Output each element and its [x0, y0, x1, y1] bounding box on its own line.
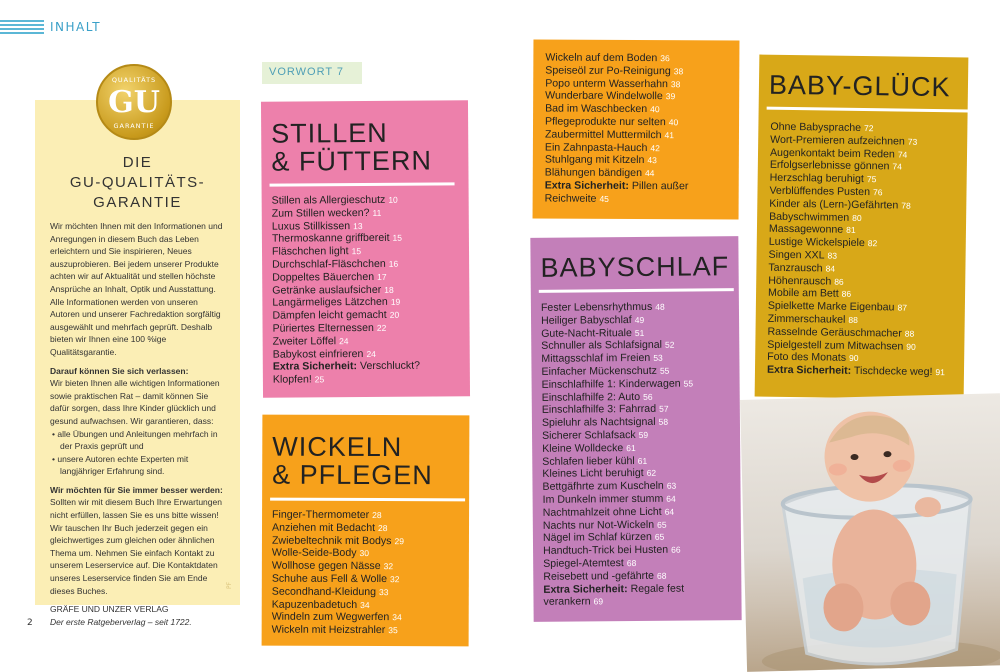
toc-entry[interactable]	[272, 219, 419, 233]
toc-entry-page-number: 81	[846, 225, 856, 236]
toc-entry-page-number: 66	[671, 544, 681, 555]
section-box-babyschlaf	[530, 236, 741, 622]
toc-entry[interactable]	[543, 544, 695, 558]
toc-entry-title: Finger-Thermometer	[272, 508, 370, 522]
toc-list	[545, 52, 689, 206]
toc-entry-page-number: 24	[339, 335, 349, 346]
toc-entry-page-number: 62	[646, 468, 657, 479]
toc-entry[interactable]	[545, 128, 689, 142]
toc-entry-title: Zwiebeltechnik mit Bodys	[271, 534, 392, 547]
toc-entry-page-number: 43	[647, 155, 657, 166]
toc-entry-page-number: 29	[394, 535, 404, 546]
toc-entry-title: Nachtmahlzeit ohne Licht	[542, 505, 662, 519]
toc-entry-title: Tischdecke weg!	[851, 365, 933, 379]
toc-entry-page-number: 78	[901, 200, 911, 211]
toc-entry-page-number: 74	[897, 149, 908, 160]
guarantee-para-1: Wir bieten Ihnen alle wichtigen Informationen sowie praktischen Rat – damit können Sie dafür sorgen, dass Ihre Kinder glücklich und gesund aufwachsen. Wir garantieren, dass:	[50, 378, 220, 426]
pf-mark: PF	[226, 581, 234, 590]
toc-entry-title: Secondhand-Kleidung	[271, 585, 377, 598]
toc-entry-title: Fester Lebensrhythmus	[540, 300, 653, 314]
toc-entry-page-number: 40	[650, 104, 660, 115]
toc-entry-title: Getränke auslaufsicher	[272, 283, 382, 297]
toc-entry[interactable]	[545, 77, 689, 91]
toc-entry-page-number: 90	[906, 341, 916, 352]
title-rule	[539, 288, 734, 293]
toc-entry[interactable]	[272, 283, 419, 297]
toc-entry-title: Langärmeliges Lätzchen	[272, 296, 388, 310]
toc-entry-title: Wollhose gegen Nässe	[271, 559, 381, 573]
toc-entry-page-number: 84	[825, 263, 836, 274]
toc-entry-emphasis: Extra Sicherheit:	[272, 360, 358, 374]
toc-entry[interactable]	[545, 154, 689, 168]
toc-entry-title: Einschlafhilfe 2: Auto	[541, 390, 641, 404]
guarantee-intro: Wir möchten Ihnen mit den Informationen und Anregungen in diesem Buch das Leben erleichtern und Sie inspirieren, Neues auszuprobieren. Bei jedem unserer Produkte achten wir auf Aktualität und stellen höchste Ansprüche an Inhalt, Optik und Ausstattung. Alle Informationen werden von unseren Autoren und unserer Fachredaktion sorgfältig ausgewählt und mehrfach geprüft. Deshalb bieten wir Ihnen eine 100 %ige Qualitätsgarantie.	[50, 221, 223, 357]
toc-entry-page-number: 80	[852, 212, 862, 223]
toc-entry-title: Blähungen bändigen	[544, 166, 643, 180]
toc-entry-page-number: 55	[683, 378, 694, 389]
toc-entry-title: Pillen außer	[628, 179, 689, 193]
toc-entry[interactable]	[545, 52, 689, 66]
toc-entry-title: Tanzrausch	[768, 261, 823, 275]
toc-entry-title: Fläschchen light	[271, 245, 349, 258]
toc-entry[interactable]	[272, 258, 419, 272]
toc-entry-title: Zweiter Löffel	[272, 334, 337, 348]
toc-entry-page-number: 63	[666, 480, 677, 491]
toc-entry-title: Spielkette Marke Eigenbau	[767, 299, 895, 314]
guarantee-title: DIE GU-QUALITÄTS- GARANTIE	[69, 154, 206, 211]
toc-entry[interactable]	[272, 245, 419, 259]
toc-entry-title: Bettgäfhrte zum Kuscheln	[542, 479, 664, 493]
toc-entry-title: Im Dunkeln immer stumm	[542, 492, 664, 506]
section-title: BABYSCHLAF	[540, 251, 730, 283]
toc-entry[interactable]	[272, 585, 404, 598]
section-box-baby-glueck	[755, 55, 969, 400]
toc-entry-page-number: 86	[834, 276, 844, 287]
toc-entry-title: Einschlafhilfe 1: Kinderwagen	[541, 377, 681, 391]
toc-entry-title: Reisebett und -gefährte	[543, 569, 655, 583]
toc-entry-title: Wickeln mit Heizstrahler	[271, 623, 386, 637]
toc-entry[interactable]	[767, 364, 945, 379]
toc-list	[767, 121, 948, 379]
toc-entry-page-number: 90	[849, 353, 859, 364]
toc-entry-title: Anziehen mit Bedacht	[271, 521, 376, 534]
toc-entry-page-number: 49	[634, 314, 645, 325]
toc-entry-title: Windeln zum Wegwerfen	[271, 611, 390, 624]
toc-entry-page-number: 88	[904, 328, 915, 339]
toc-entry-title: Spieluhr als Nachtsignal	[541, 416, 656, 429]
toc-entry-title: Wolle-Seide-Body	[271, 547, 357, 560]
toc-entry-page-number: 86	[841, 289, 852, 300]
toc-entry[interactable]	[273, 347, 420, 361]
toc-entry-title: Einschlafhilfe 3: Fahrrad	[541, 403, 657, 417]
toc-entry[interactable]	[272, 573, 404, 586]
section-label-inhalt: INHALT	[50, 20, 102, 34]
toc-entry-page-number: 17	[377, 271, 387, 282]
toc-entry-title: Spiegel-Atemtest	[543, 557, 624, 570]
toc-entry[interactable]	[272, 232, 419, 246]
toc-entry-title: Zum Stillen wecken?	[271, 206, 370, 220]
section-title: STILLEN & FÜTTERN	[271, 117, 432, 177]
toc-entry-title: Luxus Stillkissen	[271, 219, 351, 233]
toc-entry[interactable]	[542, 403, 694, 417]
toc-entry[interactable]	[273, 322, 420, 336]
toc-entry-title: Kapuzenbadetuch	[271, 598, 358, 611]
guarantee-text	[50, 220, 228, 628]
toc-entry-page-number: 68	[656, 570, 667, 581]
toc-entry-title: Einfacher Mückenschutz	[541, 364, 657, 378]
toc-entry[interactable]	[273, 360, 420, 374]
toc-entry-page-number: 73	[907, 136, 918, 147]
toc-entry-page-number: 65	[657, 519, 667, 530]
toc-entry-title: Foto des Monats	[767, 351, 847, 365]
toc-entry-emphasis: Extra Sicherheit:	[543, 582, 628, 596]
toc-entry-page-number: 57	[659, 404, 669, 415]
toc-entry[interactable]	[272, 521, 404, 534]
toc-entry-emphasis: Extra Sicherheit:	[544, 179, 629, 192]
toc-entry-title: Singen XXL	[768, 248, 825, 262]
toc-entry-title: Erfolgserlebnisse gönnen	[769, 159, 890, 173]
page-number-left: 2	[27, 618, 33, 628]
section-box-wickeln	[262, 415, 470, 647]
toc-entry-title: Durchschlaf-Fläschchen	[272, 257, 386, 271]
toc-entry[interactable]	[545, 90, 689, 104]
toc-entry-page-number: 58	[658, 416, 669, 427]
toc-entry-title: Popo unterm Wasserhahn	[545, 77, 668, 90]
toc-entry-title: Kinder als (Lern-)Gefährten	[769, 197, 899, 212]
toc-entry-page-number: 56	[643, 391, 653, 402]
toc-entry-title: Schuhe aus Fell & Wolle	[271, 572, 388, 586]
toc-entry-page-number: 74	[892, 161, 902, 172]
toc-entry-title: Doppeltes Bäuerchen	[272, 270, 375, 284]
toc-entry[interactable]	[272, 296, 419, 310]
toc-entry-title: Kleines Licht beruhigt	[542, 467, 644, 481]
toc-entry-page-number: 61	[637, 455, 648, 466]
toc-entry[interactable]	[273, 373, 420, 387]
toc-entry-page-number: 32	[383, 561, 394, 572]
toc-entry[interactable]	[545, 141, 689, 155]
toc-entry-page-number: 64	[666, 493, 676, 504]
toc-entry-page-number: 83	[827, 250, 838, 261]
section-title: BABY-GLÜCK	[768, 69, 951, 103]
toc-entry-page-number: 34	[360, 599, 370, 610]
toc-entry-title: Kleine Wolldecke	[542, 441, 624, 455]
toc-entry-page-number: 13	[353, 220, 363, 231]
title-rule	[270, 182, 455, 186]
toc-entry-page-number: 36	[660, 53, 670, 64]
toc-entry-title: Nägel im Schlaf kürzen	[542, 531, 652, 545]
toc-entry-page-number: 68	[626, 557, 637, 569]
toc-entry[interactable]	[273, 334, 420, 348]
toc-entry-title: Ein Zahnpasta-Hauch	[544, 141, 648, 154]
toc-entry-page-number: 42	[650, 142, 660, 153]
toc-entry-emphasis: Extra Sicherheit:	[766, 363, 852, 378]
toc-entry-page-number: 51	[634, 327, 645, 338]
toc-entry-page-number: 75	[866, 174, 877, 185]
toc-entry-title: Lustige Wickelspiele	[768, 235, 865, 250]
section-title: WICKELN & PFLEGEN	[272, 431, 433, 491]
toc-entry-page-number: 22	[376, 322, 387, 333]
toc-entry-page-number: 18	[384, 284, 394, 295]
toc-entry[interactable]	[272, 624, 404, 637]
toc-entry-page-number: 53	[653, 352, 663, 364]
toc-entry-page-number: 16	[388, 258, 399, 269]
toc-entry-title: Babykost einfrieren	[272, 347, 364, 361]
guarantee-bullet: • unsere Autoren echte Experten mit langjähriger Erfahrung sind.	[52, 453, 189, 477]
toc-entry-page-number: 69	[593, 596, 604, 607]
toc-entry-title: Nachts nur Not-Wickeln	[542, 518, 655, 532]
toc-entry-page-number: 88	[848, 314, 858, 325]
toc-entry-title: Püriertes Elternessen	[272, 321, 374, 335]
toc-entry-title: Pflegeprodukte nur selten	[545, 115, 666, 129]
toc-entry-page-number: 11	[372, 207, 382, 218]
toc-entry[interactable]	[545, 103, 689, 117]
toc-entry-page-number: 20	[389, 309, 400, 321]
toc-entry-title: Zimmerschaukel	[767, 312, 846, 326]
toc-entry-title: Schnuller als Schlafsignal	[541, 339, 663, 353]
toc-entry-title: Massagewonne	[768, 223, 844, 237]
toc-entry-page-number: 59	[638, 429, 649, 440]
toc-entry[interactable]	[545, 167, 689, 181]
toc-entry[interactable]	[272, 509, 404, 522]
toc-entry-page-number: 87	[897, 302, 908, 313]
toc-entry[interactable]	[545, 179, 689, 193]
toc-entry-title: Thermoskanne griffbereit	[271, 232, 390, 246]
toc-entry-page-number: 34	[392, 612, 402, 623]
toc-entry-title: Bad im Waschbecken	[545, 102, 648, 116]
toc-entry-title: Wort-Premieren aufzeichnen	[770, 133, 905, 148]
toc-entry[interactable]	[272, 270, 419, 284]
toc-entry[interactable]	[272, 206, 419, 220]
toc-entry-page-number: 39	[665, 91, 676, 102]
toc-entry-page-number: 28	[378, 522, 388, 533]
toc-entry-title: Handtuch-Trick bei Husten	[543, 543, 669, 557]
toc-entry-title: Gute-Nacht-Rituale	[541, 326, 632, 340]
toc-entry-title: Heiliger Babyschlaf	[540, 313, 632, 327]
toc-entry-title: Wickeln auf dem Boden	[545, 51, 658, 65]
toc-entry-title: Regale fest	[627, 582, 685, 595]
guarantee-para-2: Sollten wir mit diesem Buch Ihre Erwartungen nicht erfüllen, lassen Sie es uns bitte wissen! Wir tauschen Ihr Buch jederzeit gegen ein gleichwertiges zum gleichen oder ähnlichen Thema um. Nehmen Sie einfach Kontakt zu unserem Leserservice auf. Die Kontaktdaten unseres Leserservice finden Sie am Ende dieses Buches.	[50, 497, 222, 596]
toc-entry-title: Höhenrausch	[768, 274, 832, 288]
toc-entry-title: Schlafen lieber kühl	[542, 454, 635, 468]
title-rule	[270, 498, 465, 502]
toc-entry[interactable]	[272, 598, 404, 611]
toc-entry[interactable]	[545, 192, 689, 206]
toc-entry-title: Ohne Babysprache	[770, 120, 862, 134]
toc-entry[interactable]	[542, 416, 694, 430]
toc-list	[541, 301, 695, 609]
guarantee-heading-1: Darauf können Sie sich verlassen:	[50, 365, 189, 376]
section-box-stillen	[261, 100, 470, 397]
toc-entry-title: Klopfen!	[272, 373, 312, 386]
gu-quality-seal-icon: QUALITÄTS GU GARANTIE	[96, 64, 172, 140]
toc-entry-page-number: 15	[351, 246, 362, 257]
toc-entry[interactable]	[272, 560, 404, 573]
baby-in-bucket-photo	[740, 393, 1000, 672]
toc-entry-page-number: 41	[664, 129, 675, 140]
section-box-wickeln-continued	[533, 39, 740, 219]
toc-entry-title: Zaubermittel Muttermilch	[544, 128, 662, 141]
toc-entry[interactable]	[272, 534, 404, 547]
publisher-name: GRÄFE UND UNZER VERLAG	[50, 604, 169, 615]
toc-entry[interactable]	[272, 611, 404, 624]
toc-entry-title: Herzschlag beruhigt	[769, 171, 864, 186]
title-rule	[767, 107, 969, 113]
toc-entry-page-number: 30	[359, 548, 370, 559]
toc-entry-page-number: 10	[388, 194, 398, 205]
toc-entry-page-number: 33	[379, 586, 389, 597]
toc-entry-page-number: 91	[935, 367, 945, 378]
toc-list	[272, 509, 404, 637]
toc-entry-page-number: 38	[673, 65, 684, 77]
toc-entry-title: Verblüffendes Pusten	[769, 184, 871, 199]
toc-entry-title: Stuhlgang mit Kitzeln	[544, 153, 645, 167]
toc-entry-page-number: 76	[872, 187, 883, 198]
header-stripe-decoration	[0, 20, 44, 34]
toc-entry[interactable]	[543, 492, 695, 506]
toc-entry-title: Stillen als Allergieschutz	[271, 193, 386, 207]
toc-entry-page-number: 72	[864, 123, 874, 134]
guarantee-bullets	[50, 428, 228, 478]
toc-entry[interactable]	[542, 480, 694, 494]
toc-entry-title: Wunderbare Windelwolle	[545, 89, 663, 103]
toc-entry[interactable]	[272, 309, 419, 323]
toc-entry[interactable]	[272, 547, 404, 560]
toc-entry[interactable]	[272, 194, 419, 208]
toc-entry-page-number: 28	[372, 510, 382, 521]
toc-entry-page-number: 45	[599, 193, 609, 204]
toc-entry-page-number: 55	[659, 365, 670, 376]
guarantee-heading-2: Wir möchten für Sie immer besser werden:	[50, 484, 223, 495]
toc-entry-page-number: 25	[314, 374, 325, 385]
toc-entry-title: Speiseöl zur Po-Reinigung	[545, 64, 671, 77]
toc-list	[272, 194, 421, 387]
toc-entry[interactable]	[542, 428, 694, 442]
toc-entry-title: verankern	[543, 595, 591, 609]
publisher-tagline: Der erste Ratgeberverlag – seit 1722.	[50, 616, 192, 627]
toc-entry[interactable]	[545, 116, 689, 130]
toc-entry[interactable]	[543, 582, 695, 596]
toc-entry-page-number: 44	[644, 168, 655, 179]
toc-entry-page-number: 19	[390, 297, 401, 308]
toc-entry-page-number: 35	[388, 625, 398, 636]
toc-entry-title: Augenkontakt beim Reden	[769, 146, 895, 161]
toc-entry-title: Mobile am Bett	[767, 287, 839, 301]
toc-entry[interactable]	[543, 505, 695, 519]
toc-entry-page-number: 65	[654, 532, 665, 543]
toc-link-vorwort[interactable]: VORWORT 7	[262, 62, 362, 84]
toc-entry-page-number: 61	[626, 442, 636, 453]
toc-entry-page-number: 52	[664, 340, 675, 351]
toc-entry-page-number: 48	[655, 301, 665, 312]
toc-entry-page-number: 32	[390, 574, 400, 585]
toc-entry-title: Rasselnde Geräuschmacher	[767, 325, 902, 340]
toc-entry-page-number: 64	[664, 506, 675, 517]
toc-entry-title: Dämpfen leicht gemacht	[272, 309, 387, 322]
baby-illustration	[740, 393, 1000, 672]
toc-entry-page-number: 82	[867, 238, 878, 249]
toc-entry-title: Verschluckt?	[356, 359, 421, 373]
toc-entry-page-number: 15	[392, 233, 403, 244]
toc-entry-title: Mittagsschlaf im Freien	[541, 352, 651, 366]
toc-entry-title: Reichweite	[544, 192, 597, 205]
toc-entry-page-number: 40	[668, 117, 679, 128]
toc-entry[interactable]	[543, 595, 695, 609]
toc-entry-page-number: 24	[366, 348, 376, 359]
toc-entry-title: Spielgestell zum Mitwachsen	[767, 338, 904, 353]
toc-entry[interactable]	[541, 339, 693, 353]
guarantee-bullet: • alle Übungen und Anleitungen mehrfach in der Praxis geprüft und	[52, 428, 218, 452]
toc-entry-page-number: 38	[670, 78, 681, 89]
toc-entry-title: Sicherer Schlafsack	[542, 428, 636, 442]
toc-entry[interactable]	[545, 64, 689, 78]
toc-entry-title: Babyschwimmen	[769, 210, 850, 224]
toc-entry[interactable]	[542, 377, 694, 391]
